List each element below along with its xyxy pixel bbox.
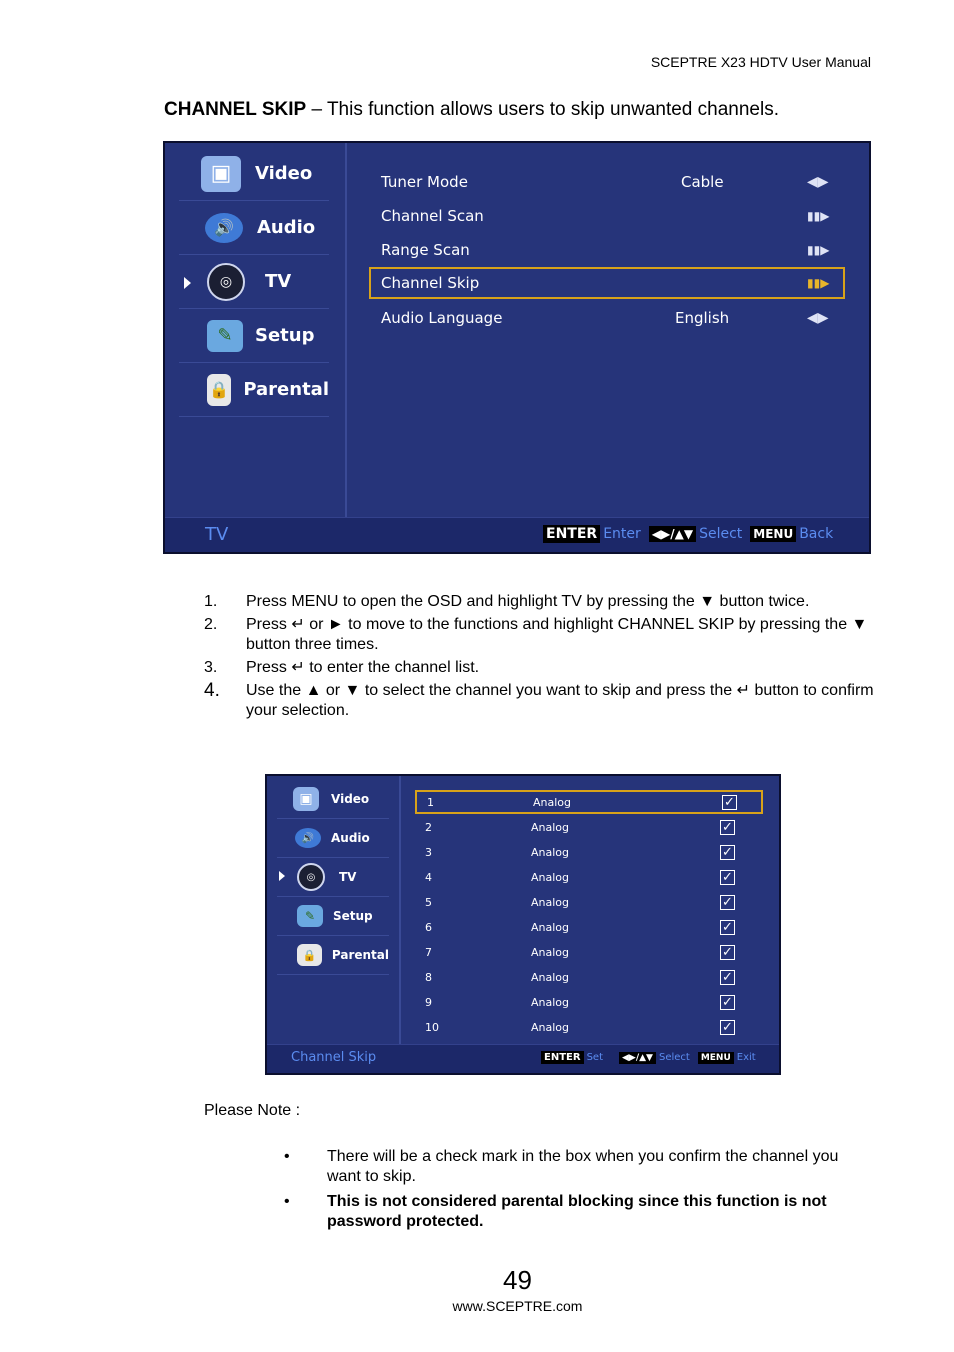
osd-main-menu	[267, 776, 401, 1045]
table-row[interactable]: 7 Analog ✓	[415, 940, 763, 964]
play-enter-icon: ▮▮▶	[807, 243, 830, 257]
setting-range-scan[interactable]: Range Scan ▮▮▶	[381, 241, 830, 259]
skip-checkbox[interactable]: ✓	[720, 1020, 735, 1035]
setting-audio-language[interactable]: Audio Language English ◀▶	[381, 309, 829, 327]
page-number: 49	[503, 1265, 532, 1295]
section-description: – This function allows users to skip unwanted channels.	[306, 99, 779, 120]
menu-item-parental[interactable]: 🔒 Parental	[179, 363, 329, 417]
menu-item-audio[interactable]: 🔊 Audio	[277, 819, 389, 858]
list-item: • There will be a check mark in the box when you confirm the channel you want to skip.	[284, 1148, 839, 1185]
arrow-keys-icon: ◀▶/▲▼	[649, 526, 696, 542]
skip-checkbox[interactable]: ✓	[720, 870, 735, 885]
osd-channel-skip-list	[265, 774, 781, 1075]
osd-footer-keys: ENTER Set ◀▶/▲▼ Select MENU Exit	[541, 1051, 764, 1064]
table-row[interactable]: 3 Analog ✓	[415, 840, 763, 864]
menu-item-parental[interactable]: 🔒 Parental	[277, 936, 389, 975]
table-row[interactable]: 8 Analog ✓	[415, 965, 763, 989]
skip-checkbox[interactable]: ✓	[720, 845, 735, 860]
note-label: Please Note :	[204, 1102, 301, 1119]
video-icon: ▣	[293, 787, 319, 811]
bullet-icon: •	[284, 1148, 290, 1165]
menu-item-video[interactable]: ▣ Video	[277, 780, 389, 819]
instruction-steps	[204, 592, 874, 724]
menu-item-setup[interactable]: ✎ Setup	[277, 897, 389, 936]
left-right-arrows-icon: ◀▶	[807, 310, 829, 326]
menu-item-audio[interactable]: 🔊 Audio	[179, 201, 329, 255]
section-heading: CHANNEL SKIP	[164, 99, 307, 120]
menu-key: MENU	[698, 1052, 734, 1064]
arrow-keys-icon: ◀▶/▲▼	[619, 1052, 656, 1064]
section-intro	[164, 99, 779, 121]
tv-icon: ◎	[207, 263, 245, 301]
table-row[interactable]: 2 Analog ✓	[415, 815, 763, 839]
setup-icon: ✎	[207, 320, 243, 352]
table-row[interactable]: 9 Analog ✓	[415, 990, 763, 1014]
skip-checkbox[interactable]: ✓	[722, 795, 737, 810]
menu-item-tv[interactable]: ◎ TV	[277, 858, 389, 897]
skip-checkbox[interactable]: ✓	[720, 970, 735, 985]
osd-footer-keys: ENTER Enter ◀▶/▲▼ Select MENU Back	[543, 525, 841, 543]
osd-tv-menu	[163, 141, 871, 554]
osd-main-menu	[165, 143, 347, 518]
skip-checkbox[interactable]: ✓	[720, 920, 735, 935]
parental-icon: 🔒	[207, 374, 231, 406]
footer-url: www.SCEPTRE.com	[452, 1298, 583, 1314]
notes-list	[284, 1147, 874, 1237]
menu-item-tv[interactable]: ◎ TV	[179, 255, 329, 309]
parental-icon: 🔒	[297, 944, 322, 966]
setting-channel-scan[interactable]: Channel Scan ▮▮▶	[381, 207, 830, 225]
menu-item-video[interactable]: ▣ Video	[179, 147, 329, 201]
table-row[interactable]: 6 Analog ✓	[415, 915, 763, 939]
table-row[interactable]: 1 Analog ✓	[415, 790, 763, 814]
setting-channel-skip[interactable]: Channel Skip ▮▮▶	[369, 267, 845, 299]
skip-checkbox[interactable]: ✓	[720, 820, 735, 835]
list-item: 3. Press ↵ to enter the channel list.	[204, 659, 480, 676]
left-right-arrows-icon: ◀▶	[807, 174, 829, 190]
manual-title: SCEPTRE X23 HDTV User Manual	[650, 54, 871, 70]
table-row[interactable]: 4 Analog ✓	[415, 865, 763, 889]
play-enter-icon: ▮▮▶	[807, 209, 830, 223]
enter-key: ENTER	[543, 525, 600, 543]
skip-checkbox[interactable]: ✓	[720, 995, 735, 1010]
osd-footer-title: Channel Skip	[291, 1050, 377, 1065]
play-enter-icon: ▮▮▶	[807, 276, 830, 290]
table-row[interactable]: 10 Analog ✓	[415, 1015, 763, 1039]
table-row[interactable]: 5 Analog ✓	[415, 890, 763, 914]
osd-footer	[165, 517, 869, 552]
audio-icon: 🔊	[295, 828, 321, 848]
menu-item-setup[interactable]: ✎ Setup	[179, 309, 329, 363]
menu-key: MENU	[750, 526, 796, 542]
list-item: • This is not considered parental blocking since this function is not password protected.	[284, 1193, 827, 1230]
skip-checkbox[interactable]: ✓	[720, 895, 735, 910]
osd-footer	[267, 1044, 779, 1073]
enter-key: ENTER	[541, 1051, 584, 1064]
list-item: 1. Press MENU to open the OSD and highlight TV by pressing the ▼ button twice.	[204, 593, 810, 610]
video-icon: ▣	[201, 156, 241, 192]
bullet-icon: •	[284, 1193, 290, 1210]
osd-footer-title: TV	[205, 524, 229, 545]
tv-icon: ◎	[297, 863, 325, 891]
skip-checkbox[interactable]: ✓	[720, 945, 735, 960]
setup-icon: ✎	[297, 905, 323, 927]
setting-tuner-mode[interactable]: Tuner Mode Cable ◀▶	[381, 173, 829, 191]
list-item: 4. Use the ▲ or ▼ to select the channel you want to skip and press the ↵ button to confirm your selection.	[204, 680, 874, 719]
list-item: 2. Press ↵ or ► to move to the functions and highlight CHANNEL SKIP by pressing the ▼ button three times.	[204, 616, 868, 653]
audio-icon: 🔊	[205, 213, 243, 243]
